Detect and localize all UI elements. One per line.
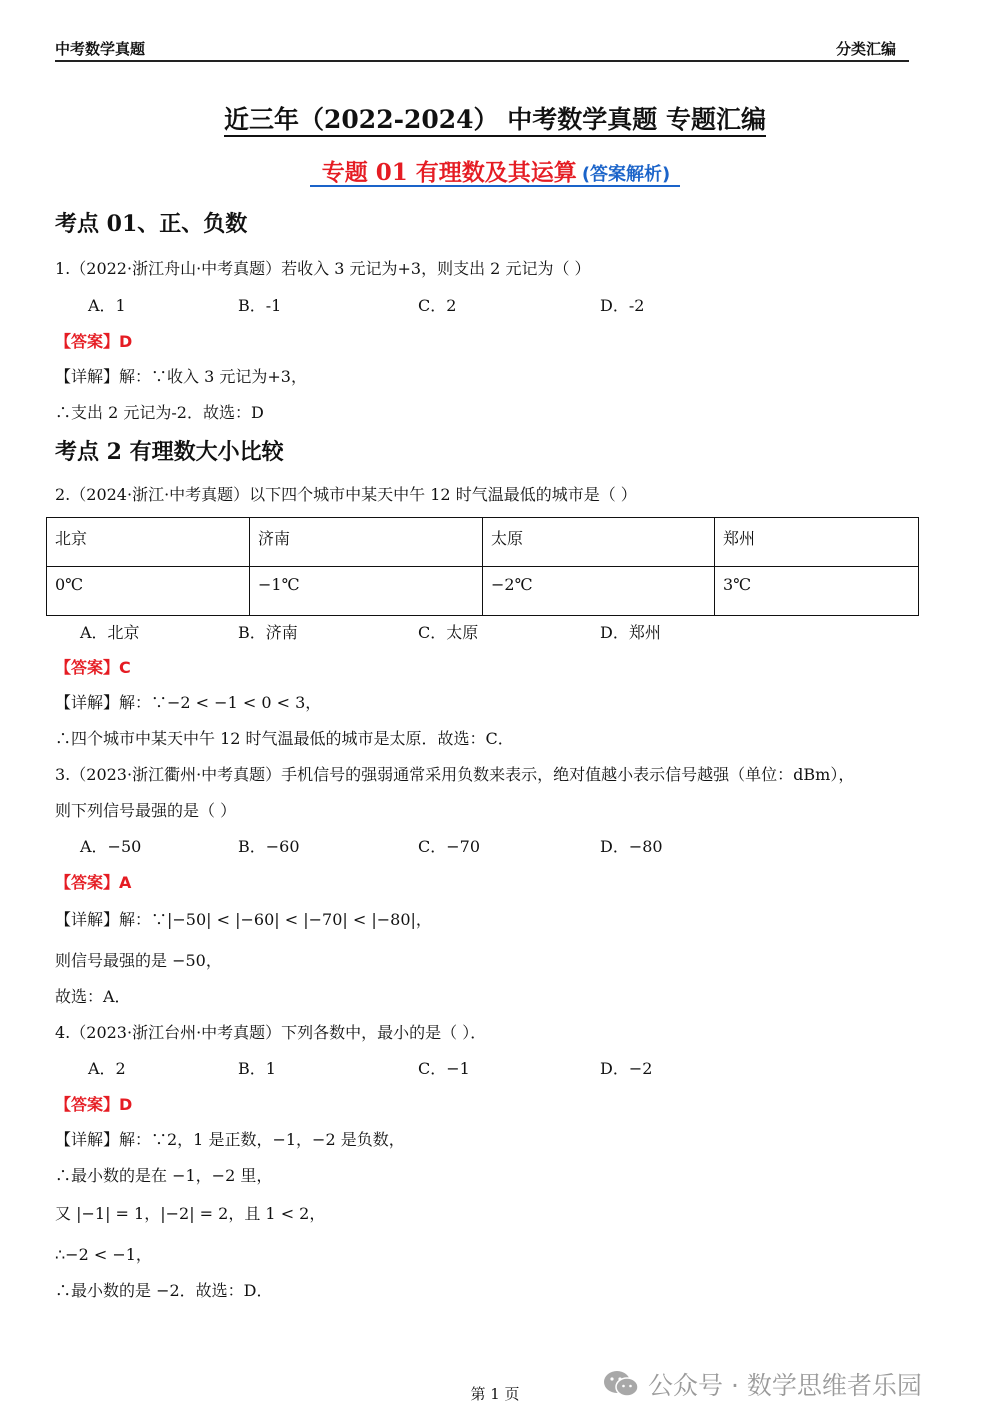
q4-detail-1: 【详解】解：∵2，1 是正数，−1，−2 是负数， — [55, 1130, 405, 1149]
document-title: 近三年（2022-2024） 中考数学真题 专题汇编 — [0, 100, 990, 136]
q4-option-a: A．2 — [88, 1059, 126, 1078]
q2-option-b: B．济南 — [238, 623, 298, 642]
q1-answer: 【答案】D — [55, 332, 133, 351]
header-divider — [55, 60, 909, 62]
table-row — [47, 567, 919, 616]
q3-option-c: C．−70 — [418, 837, 481, 856]
table-cell: 太原 — [483, 518, 715, 567]
table-cell: 北京 — [47, 518, 250, 567]
table-cell: 0℃ — [47, 567, 250, 616]
q3-detail-2: 则信号最强的是 −50， — [55, 951, 222, 970]
q2-option-d: D．郑州 — [600, 623, 661, 642]
watermark-text: 公众号 · 数学思维者乐园 — [648, 1371, 922, 1400]
q3-detail-3: 故选：A． — [55, 987, 131, 1006]
q3-stem-line-1: 3.（2023·浙江衢州·中考真题）手机信号的强弱通常采用负数来表示，绝对值越小表示信号越强（单位：dBm）， — [55, 765, 855, 784]
q4-detail-4: ∴−2 < −1， — [55, 1245, 152, 1264]
q3-detail-1: 【详解】解：∵|−50| < |−60| < |−70| < |−80|， — [55, 910, 432, 929]
q2-option-a: A．北京 — [80, 623, 140, 642]
topic-subtitle — [0, 154, 990, 187]
temperature-table — [46, 517, 919, 616]
q4-answer: 【答案】D — [55, 1095, 133, 1114]
q1-option-d: D．-2 — [600, 296, 645, 315]
q4-detail-5: ∴最小数的是 −2．故选：D． — [55, 1281, 273, 1300]
q1-detail-1: 【详解】解：∵收入 3 元记为+3， — [55, 367, 307, 386]
table-cell: −1℃ — [250, 567, 483, 616]
q1-option-b: B．-1 — [238, 296, 282, 315]
q4-option-c: C．−1 — [418, 1059, 470, 1078]
header-right: 分类汇编 — [836, 40, 897, 58]
q4-detail-2: ∴最小数的是在 −1，−2 里， — [55, 1166, 273, 1185]
q4-detail-3: 又 |−1| = 1，|−2| = 2，且 1 < 2， — [55, 1204, 326, 1223]
q1-option-a: A．1 — [88, 296, 126, 315]
table-cell: 济南 — [250, 518, 483, 567]
topic-title: 专题 01 有理数及其运算 — [321, 159, 577, 186]
q3-option-d: D．−80 — [600, 837, 663, 856]
q4-option-b: B．1 — [238, 1059, 276, 1078]
q4-stem: 4.（2023·浙江台州·中考真题）下列各数中，最小的是（ ）． — [55, 1023, 487, 1042]
q3-stem-line-2: 则下列信号最强的是（ ） — [55, 801, 237, 820]
q2-option-c: C．太原 — [418, 623, 479, 642]
q3-option-a: A．−50 — [80, 837, 142, 856]
wechat-icon — [602, 1369, 640, 1399]
table-cell: 3℃ — [715, 567, 919, 616]
q2-answer: 【答案】C — [55, 658, 131, 677]
q3-answer: 【答案】A — [55, 873, 132, 892]
topic-tag: (答案解析) — [581, 164, 671, 185]
q1-stem: 1.（2022·浙江舟山·中考真题）若收入 3 元记为+3，则支出 2 元记为（ ） — [55, 259, 591, 278]
table-cell: −2℃ — [483, 567, 715, 616]
q3-option-b: B．−60 — [238, 837, 300, 856]
header-left: 中考数学真题 — [55, 40, 146, 58]
table-row — [47, 518, 919, 567]
q2-detail-2: ∴四个城市中某天中午 12 时气温最低的城市是太原．故选：C． — [55, 729, 514, 748]
section-heading-2: 考点 2 有理数大小比较 — [55, 439, 284, 465]
q4-option-d: D．−2 — [600, 1059, 653, 1078]
watermark — [602, 1366, 922, 1402]
table-cell: 郑州 — [715, 518, 919, 567]
section-heading-1: 考点 01、正、负数 — [55, 211, 248, 237]
q1-detail-2: ∴支出 2 元记为-2．故选：D — [55, 403, 264, 422]
page-number: 第 1 页 — [470, 1385, 520, 1403]
q2-detail-1: 【详解】解：∵−2 < −1 < 0 < 3， — [55, 693, 322, 712]
q2-stem: 2.（2024·浙江·中考真题）以下四个城市中某天中午 12 时气温最低的城市是（ ） — [55, 485, 637, 504]
q1-option-c: C．2 — [418, 296, 457, 315]
